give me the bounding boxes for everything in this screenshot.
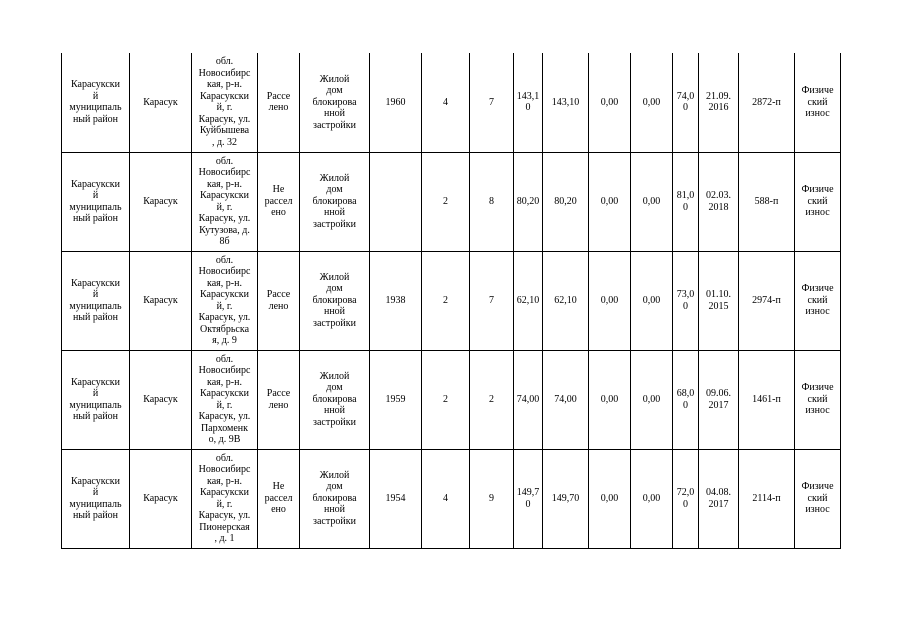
wear-percent-cell-text: 81,0 0: [676, 190, 695, 213]
resettlement-status-cell: [258, 152, 300, 251]
value-cell-1: [589, 449, 631, 548]
settlement-cell: [130, 53, 192, 152]
total-area-cell-text: 149,7 0: [516, 487, 540, 510]
building-purpose-cell: [300, 53, 370, 152]
value-cell-2: [631, 53, 673, 152]
floors-cell-text: 4: [443, 492, 448, 504]
document-number-cell-text: 2872-п: [752, 96, 781, 108]
value-cell-2-text: 0,00: [642, 195, 661, 207]
municipality-cell-text: Карасукски й муниципаль ный район: [69, 178, 122, 224]
value-cell-2-text: 0,00: [642, 492, 661, 504]
total-area-cell: [514, 449, 543, 548]
total-area-cell-text: 62,10: [516, 294, 540, 306]
living-area-cell: [543, 152, 589, 251]
building-purpose-cell-text: Жилой дом блокирова нной застройки: [312, 370, 357, 428]
wear-percent-cell: [673, 251, 699, 350]
municipality-cell: [62, 449, 130, 548]
total-area-cell: [514, 53, 543, 152]
municipality-cell-text: Карасукски й муниципаль ный район: [69, 277, 122, 323]
municipality-cell-text: Карасукски й муниципаль ный район: [69, 79, 122, 125]
floors-cell: [422, 152, 470, 251]
wear-percent-cell-text: 74,0 0: [676, 90, 695, 114]
wear-percent-cell-text: 73,0 0: [676, 289, 695, 312]
wear-percent-cell-text: 68,0 0: [676, 388, 695, 411]
value-cell-1-text: 0,00: [600, 96, 619, 108]
document-date-cell-text: 21.09. 2016: [706, 90, 731, 114]
settlement-cell-text: Карасук: [143, 195, 178, 207]
build-year-cell-text: 1938: [385, 294, 406, 306]
address-cell: [192, 449, 258, 548]
total-area-cell: [514, 350, 543, 449]
build-year-cell: [370, 350, 422, 449]
total-area-cell: [514, 251, 543, 350]
building-purpose-cell-text: Жилой дом блокирова нной застройки: [312, 172, 357, 230]
value-cell-1: [589, 152, 631, 251]
value-cell-1-text: 0,00: [600, 294, 619, 306]
table-row: [62, 53, 841, 152]
floors-cell-text: 2: [443, 294, 448, 306]
living-area-cell: [543, 251, 589, 350]
housing-table: [61, 53, 841, 549]
value-cell-1-text: 0,00: [600, 492, 619, 504]
wear-percent-cell: [673, 449, 699, 548]
value-cell-1: [589, 251, 631, 350]
value-cell-2: [631, 350, 673, 449]
build-year-cell-text: 1960: [385, 96, 406, 108]
reason-cell: [795, 152, 841, 251]
settlement-cell-text: Карасук: [143, 294, 178, 306]
units-cell: [470, 152, 514, 251]
document-number-cell: [739, 449, 795, 548]
municipality-cell: [62, 251, 130, 350]
floors-cell-text: 2: [443, 195, 448, 207]
resettlement-status-cell-text: Не рассел ено: [264, 481, 293, 516]
resettlement-status-cell: [258, 53, 300, 152]
table-row: [62, 350, 841, 449]
settlement-cell: [130, 152, 192, 251]
settlement-cell: [130, 350, 192, 449]
units-cell-text: 8: [489, 195, 494, 207]
document-date-cell: [699, 251, 739, 350]
document-date-cell: [699, 53, 739, 152]
document-number-cell: [739, 152, 795, 251]
settlement-cell-text: Карасук: [143, 492, 178, 504]
floors-cell: [422, 251, 470, 350]
document-number-cell: [739, 251, 795, 350]
wear-percent-cell: [673, 152, 699, 251]
value-cell-2-text: 0,00: [642, 393, 661, 405]
table-row: [62, 152, 841, 251]
reason-cell-text: Физиче ский износ: [801, 184, 834, 219]
units-cell: [470, 53, 514, 152]
reason-cell: [795, 350, 841, 449]
living-area-cell-text: 149,70: [551, 492, 580, 504]
floors-cell: [422, 350, 470, 449]
wear-percent-cell-text: 72,0 0: [676, 487, 695, 510]
value-cell-2-text: 0,00: [642, 96, 661, 108]
value-cell-1-text: 0,00: [600, 195, 619, 207]
settlement-cell-text: Карасук: [143, 393, 178, 405]
resettlement-status-cell: [258, 251, 300, 350]
value-cell-2: [631, 251, 673, 350]
build-year-cell: [370, 152, 422, 251]
value-cell-2: [631, 152, 673, 251]
building-purpose-cell-text: Жилой дом блокирова нной застройки: [312, 73, 357, 131]
resettlement-status-cell-text: Не рассел ено: [264, 184, 293, 219]
total-area-cell-text: 74,00: [516, 393, 540, 405]
build-year-cell: [370, 53, 422, 152]
living-area-cell: [543, 449, 589, 548]
living-area-cell-text: 62,10: [554, 294, 577, 306]
table-row: [62, 251, 841, 350]
document-date-cell-text: 04.08. 2017: [706, 487, 731, 510]
value-cell-2: [631, 449, 673, 548]
build-year-cell-text: 1954: [385, 492, 406, 504]
wear-percent-cell: [673, 53, 699, 152]
resettlement-status-cell-text: Рассе лено: [266, 388, 291, 411]
document-number-cell-text: 1461-п: [752, 393, 781, 405]
building-purpose-cell: [300, 449, 370, 548]
build-year-cell-text: 1959: [385, 393, 406, 405]
address-cell-text: обл. Новосибирс кая, р-н. Карасукски й, г. Карасук, ул. Кутузова, д. 8б: [198, 155, 251, 247]
value-cell-1: [589, 350, 631, 449]
municipality-cell: [62, 350, 130, 449]
address-cell: [192, 251, 258, 350]
living-area-cell: [543, 53, 589, 152]
address-cell-text: обл. Новосибирс кая, р-н. Карасукски й, г. Карасук, ул. Пионерская , д. 1: [198, 452, 251, 544]
build-year-cell: [370, 449, 422, 548]
document-date-cell-text: 09.06. 2017: [706, 388, 731, 411]
building-purpose-cell: [300, 350, 370, 449]
reason-cell-text: Физиче ский износ: [801, 283, 834, 318]
floors-cell: [422, 53, 470, 152]
settlement-cell: [130, 449, 192, 548]
resettlement-status-cell-text: Рассе лено: [266, 289, 291, 312]
resettlement-status-cell: [258, 350, 300, 449]
reason-cell-text: Физиче ский износ: [801, 382, 834, 417]
document-number-cell-text: 588-п: [754, 195, 779, 207]
table-row: [62, 449, 841, 548]
document-number-cell-text: 2974-п: [752, 294, 781, 306]
resettlement-status-cell-text: Рассе лено: [266, 90, 291, 114]
living-area-cell-text: 143,10: [551, 96, 580, 108]
municipality-cell: [62, 53, 130, 152]
units-cell: [470, 350, 514, 449]
value-cell-1: [589, 53, 631, 152]
document-number-cell: [739, 53, 795, 152]
units-cell: [470, 251, 514, 350]
address-cell: [192, 350, 258, 449]
document-number-cell-text: 2114-п: [752, 492, 781, 504]
settlement-cell-text: Карасук: [143, 96, 178, 108]
address-cell: [192, 152, 258, 251]
municipality-cell-text: Карасукски й муниципаль ный район: [69, 475, 122, 521]
reason-cell: [795, 251, 841, 350]
address-cell: [192, 53, 258, 152]
value-cell-2-text: 0,00: [642, 294, 661, 306]
floors-cell: [422, 449, 470, 548]
building-purpose-cell: [300, 152, 370, 251]
municipality-cell: [62, 152, 130, 251]
address-cell-text: обл. Новосибирс кая, р-н. Карасукски й, г. Карасук, ул. Октябрьска я, д. 9: [198, 254, 251, 346]
reason-cell-text: Физиче ский износ: [801, 481, 834, 516]
total-area-cell-text: 80,20: [516, 195, 540, 207]
resettlement-status-cell: [258, 449, 300, 548]
total-area-cell-text: 143,1 0: [516, 90, 540, 114]
units-cell-text: 7: [489, 294, 494, 306]
address-cell-text: обл. Новосибирс кая, р-н. Карасукски й, г. Карасук, ул. Куйбышева , д. 32: [198, 56, 251, 148]
document-number-cell: [739, 350, 795, 449]
document-date-cell-text: 01.10. 2015: [706, 289, 731, 312]
units-cell-text: 7: [489, 96, 494, 108]
units-cell-text: 2: [489, 393, 494, 405]
document-date-cell-text: 02.03. 2018: [706, 190, 731, 213]
floors-cell-text: 2: [443, 393, 448, 405]
wear-percent-cell: [673, 350, 699, 449]
floors-cell-text: 4: [443, 96, 448, 108]
document-date-cell: [699, 152, 739, 251]
building-purpose-cell-text: Жилой дом блокирова нной застройки: [312, 271, 357, 329]
units-cell-text: 9: [489, 492, 494, 504]
building-purpose-cell-text: Жилой дом блокирова нной застройки: [312, 469, 357, 527]
building-purpose-cell: [300, 251, 370, 350]
units-cell: [470, 449, 514, 548]
document-date-cell: [699, 350, 739, 449]
document-date-cell: [699, 449, 739, 548]
living-area-cell: [543, 350, 589, 449]
reason-cell-text: Физиче ский износ: [801, 85, 834, 119]
total-area-cell: [514, 152, 543, 251]
municipality-cell-text: Карасукски й муниципаль ный район: [69, 376, 122, 422]
build-year-cell: [370, 251, 422, 350]
settlement-cell: [130, 251, 192, 350]
address-cell-text: обл. Новосибирс кая, р-н. Карасукски й, г. Карасук, ул. Пархоменк о, д. 9В: [198, 353, 251, 445]
value-cell-1-text: 0,00: [600, 393, 619, 405]
living-area-cell-text: 80,20: [554, 195, 577, 207]
reason-cell: [795, 53, 841, 152]
living-area-cell-text: 74,00: [554, 393, 577, 405]
reason-cell: [795, 449, 841, 548]
